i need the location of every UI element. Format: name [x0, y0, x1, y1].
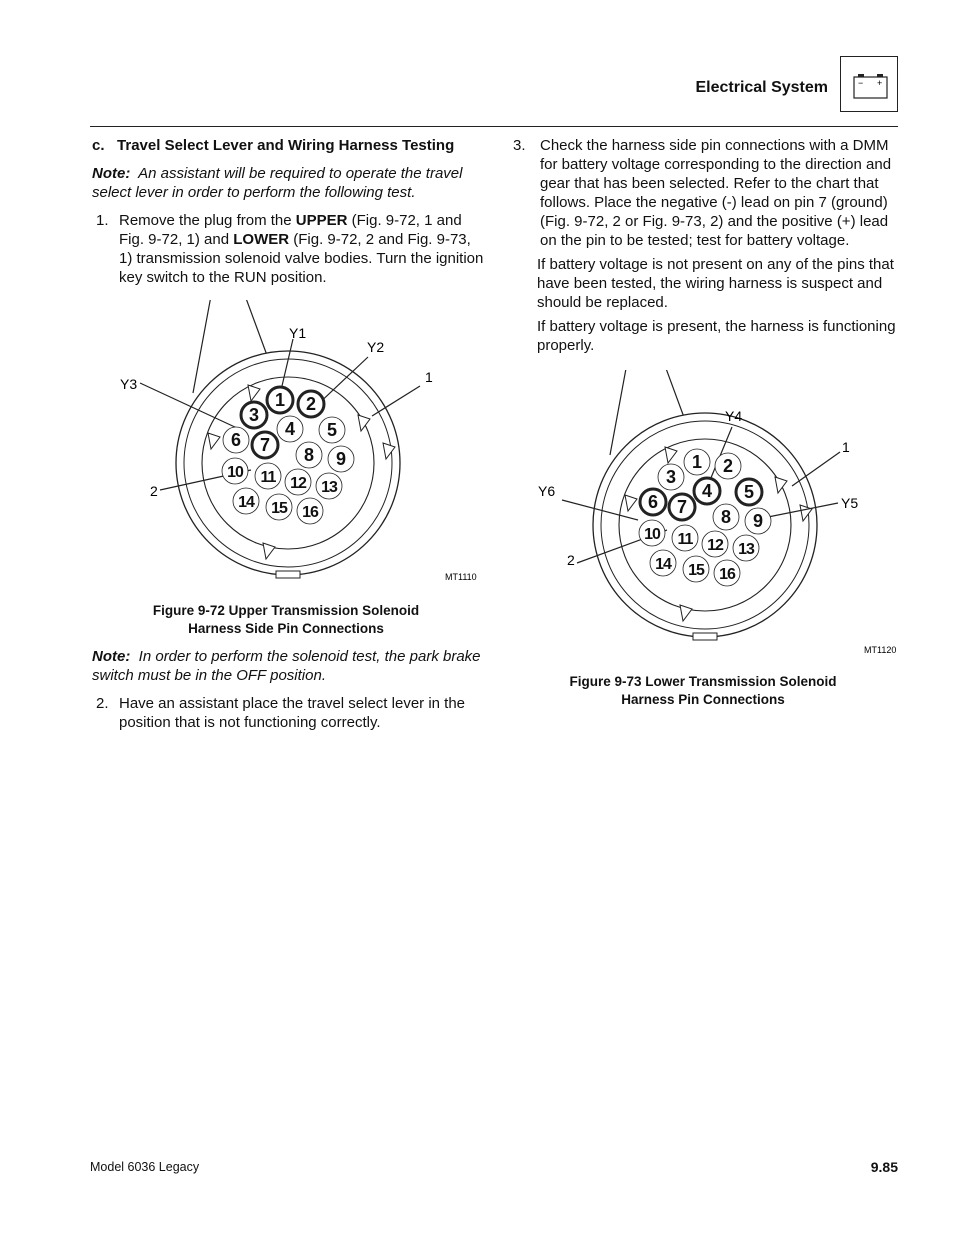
pin-number: 6 — [230, 430, 242, 450]
step-number: 2. — [96, 695, 109, 712]
step-3 — [513, 136, 898, 250]
step-2 — [92, 694, 486, 732]
pin-13 — [316, 473, 342, 499]
lower-connector-diagram — [530, 370, 910, 670]
label-1: 1 — [842, 439, 850, 455]
pin-5 — [736, 479, 762, 505]
pin-7 — [669, 494, 695, 520]
battery-plus-label: + — [877, 78, 883, 88]
pin-1 — [684, 449, 710, 475]
pin-number: 8 — [720, 507, 732, 527]
figure-caption-9-73: Figure 9-73 Lower Transmission Solenoid Harness Pin Connections — [569, 674, 837, 707]
pin-9 — [328, 446, 354, 472]
pin-number: 5 — [743, 482, 755, 502]
pin-6 — [640, 489, 666, 515]
pin-14 — [650, 550, 676, 576]
pin-number: 13 — [321, 479, 337, 496]
figure-upper-connector — [110, 300, 490, 605]
pin-number: 11 — [260, 469, 276, 486]
pin-2 — [298, 391, 324, 417]
pin-3 — [241, 402, 267, 428]
pin-number: 8 — [303, 445, 315, 465]
label-2: 2 — [567, 552, 575, 568]
step-text: Have an assistant place the travel select lever in the position that is not functioning correctly. — [119, 695, 466, 731]
pin-number: 3 — [665, 467, 677, 487]
pin-8 — [296, 442, 322, 468]
pin-1 — [267, 387, 293, 413]
paragraph-present: If battery voltage is present, the harness is functioning properly. — [537, 318, 896, 354]
step-number: 3. — [513, 137, 526, 154]
pin-number: 12 — [707, 537, 723, 554]
pin-5 — [319, 417, 345, 443]
step-text: Remove the plug from the UPPER (Fig. 9-72, 1 and Fig. 9-72, 1) and LOWER (Fig. 9-72, 2 and Fig. 9-73, 1) transmission solenoid valve bodies. Turn the ignition key switch to the RUN position. — [119, 212, 484, 286]
note-assistant — [92, 164, 486, 202]
pin-number: 16 — [302, 504, 318, 521]
pin-number: 7 — [676, 497, 688, 517]
pin-2 — [715, 453, 741, 479]
pin-10 — [639, 520, 665, 546]
pin-16 — [714, 560, 740, 586]
pin-14 — [233, 488, 259, 514]
pin-number: 10 — [227, 464, 243, 481]
pin-number: 7 — [259, 435, 271, 455]
pin-12 — [285, 469, 311, 495]
pin-number: 12 — [290, 475, 306, 492]
outer-ring — [593, 413, 817, 637]
pin-number: 11 — [677, 531, 693, 548]
pin-16 — [297, 498, 323, 524]
bottom-latch — [276, 571, 300, 578]
pin-4 — [277, 416, 303, 442]
section-heading — [92, 136, 486, 155]
label-y1: Y1 — [289, 325, 307, 341]
pin-number: 9 — [752, 511, 764, 531]
upper-connector-diagram — [110, 300, 490, 600]
pin-number: 15 — [688, 562, 704, 579]
pin-number: 4 — [284, 419, 296, 439]
pin-number: 2 — [305, 394, 317, 414]
battery-minus-label: − — [858, 78, 864, 88]
pin-number: 10 — [644, 526, 660, 543]
step-text: Check the harness side pin connections with a DMM for battery voltage corresponding to the direction and gear that has been selected. Refer to the chart that follows. Place the negative (-) lead on pin 7 (ground) (Fig. 9-72, 2 or Fig. 9-73, 2) and the positive (+) lead on the pin to be tested; test for battery voltage. — [540, 137, 892, 249]
step-number: 1. — [96, 212, 109, 229]
pin-15 — [266, 494, 292, 520]
figure-code: MT1120 — [864, 645, 897, 655]
figure-lower-connector — [530, 370, 910, 675]
pin-7 — [252, 432, 278, 458]
pin-number: 14 — [238, 494, 254, 511]
pin-13 — [733, 535, 759, 561]
pin-number: 2 — [722, 456, 734, 476]
pin-11 — [672, 525, 698, 551]
figure-code: MT1110 — [445, 572, 477, 582]
pin-number: 15 — [271, 500, 287, 517]
pin-number: 1 — [691, 452, 703, 472]
pin-11 — [255, 463, 281, 489]
pin-number: 5 — [326, 420, 338, 440]
pin-number: 6 — [647, 492, 659, 512]
paragraph-not-present: If battery voltage is not present on any of the pins that have been tested, the wiring harness is suspect and should be replaced. — [537, 256, 894, 311]
note-label: Note: — [92, 165, 131, 182]
pin-number: 14 — [655, 556, 671, 573]
note-text: In order to perform the solenoid test, the park brake switch must be in the OFF position. — [92, 648, 481, 684]
pin-8 — [713, 504, 739, 530]
label-1: 1 — [425, 369, 433, 385]
label-y5: Y5 — [841, 495, 859, 511]
bottom-latch — [693, 633, 717, 640]
label-y4: Y4 — [725, 408, 743, 424]
page-number: 9.85 — [870, 1159, 898, 1175]
label-2: 2 — [150, 483, 158, 499]
pin-12 — [702, 531, 728, 557]
label-y6: Y6 — [538, 483, 556, 499]
pin-number: 3 — [248, 405, 260, 425]
pin-6 — [223, 427, 249, 453]
pin-10 — [222, 458, 248, 484]
step-1 — [92, 211, 486, 287]
pin-number: 13 — [738, 541, 754, 558]
heading-label: c. — [92, 137, 105, 154]
pin-3 — [658, 464, 684, 490]
battery-icon — [840, 56, 898, 112]
figure-caption-9-72: Figure 9-72 Upper Transmission Solenoid Harness Side Pin Connections — [152, 603, 420, 636]
pin-number: 16 — [719, 566, 735, 583]
note-label: Note: — [92, 648, 131, 665]
section-title: Electrical System — [695, 79, 828, 96]
note-text: An assistant will be required to operate the travel select lever in order to perform the following test. — [92, 165, 463, 201]
label-y2: Y2 — [367, 339, 385, 355]
pin-15 — [683, 556, 709, 582]
footer-model: Model 6036 Legacy — [90, 1160, 200, 1174]
heading-text: Travel Select Lever and Wiring Harness Testing — [117, 137, 455, 154]
header-rule — [90, 126, 898, 127]
pin-4 — [694, 478, 720, 504]
note-park-brake — [92, 647, 486, 685]
pin-number: 1 — [274, 390, 286, 410]
pin-9 — [745, 508, 771, 534]
pin-number: 4 — [701, 481, 713, 501]
pin-number: 9 — [335, 449, 347, 469]
label-y3: Y3 — [120, 376, 138, 392]
outer-ring — [176, 351, 400, 575]
